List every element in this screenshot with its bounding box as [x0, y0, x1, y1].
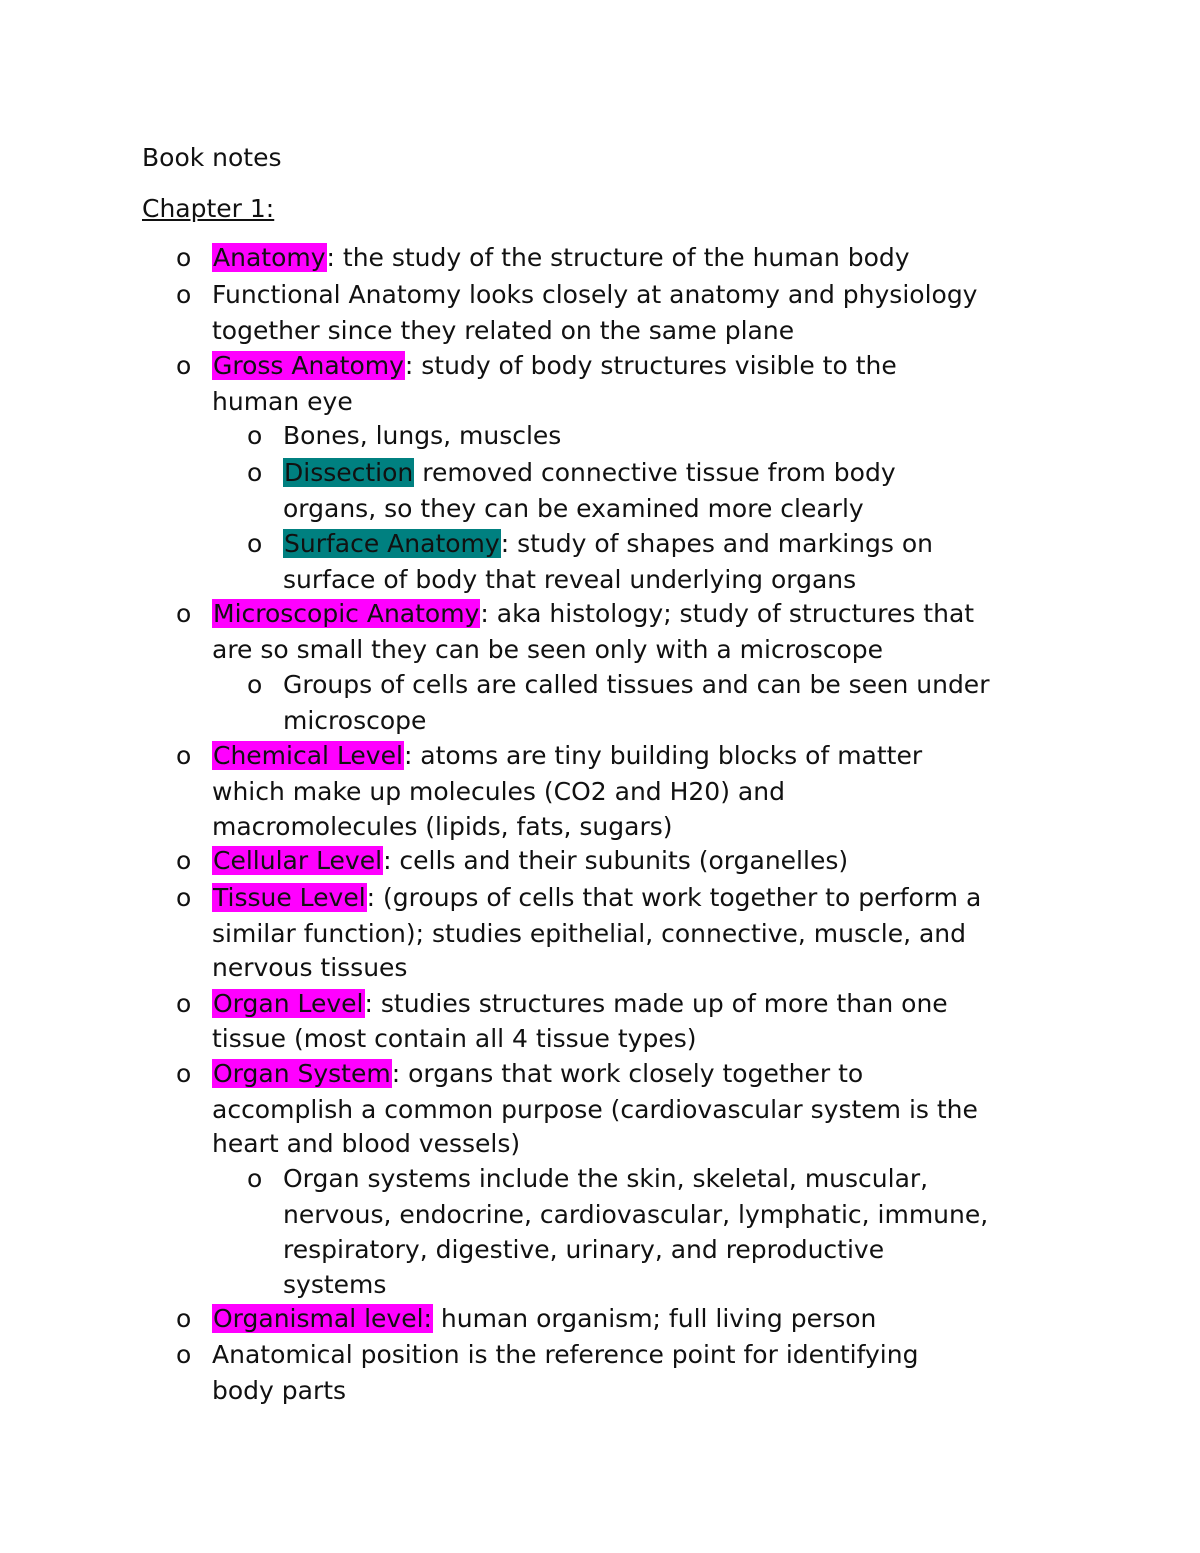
bullet-marker: o [176, 989, 192, 1018]
bullet-marker: o [247, 529, 263, 558]
sublist-item-line [283, 491, 864, 527]
bullet-marker: o [176, 351, 192, 380]
bullet-marker: o [176, 1059, 192, 1088]
item-text: similar function); studies epithelial, connective, muscle, and [212, 919, 967, 948]
list-item-line [212, 774, 785, 810]
item-text: nervous, endocrine, cardiovascular, lymphatic, immune, [283, 1200, 989, 1229]
list-item-line [212, 313, 794, 349]
item-text: : cells and their subunits (organelles) [383, 846, 849, 875]
item-text: microscope [283, 706, 427, 735]
list-item-line [212, 596, 974, 632]
sublist-item-line [283, 1197, 988, 1233]
item-text: tissue (most contain all 4 tissue types) [212, 1024, 697, 1053]
sublist-item-line [283, 1161, 928, 1197]
item-text: heart and blood vessels) [212, 1129, 521, 1158]
item-text: are so small they can be seen only with a microscope [212, 635, 884, 664]
chapter-heading: Chapter 1: [142, 194, 275, 223]
list-item-line [212, 809, 673, 845]
highlighted-term: Surface Anatomy [284, 529, 500, 558]
bullet-marker: o [247, 670, 263, 699]
item-text: : aka histology; study of structures that [480, 599, 975, 628]
highlighted-term: Gross Anatomy [213, 351, 404, 380]
item-text: respiratory, digestive, urinary, and reproductive [283, 1235, 885, 1264]
list-item-line [212, 1373, 346, 1409]
item-text: accomplish a common purpose (cardiovascular system is the [212, 1095, 978, 1124]
item-text: : atoms are tiny building blocks of matter [403, 741, 923, 770]
bullet-marker: o [176, 599, 192, 628]
item-text: Functional Anatomy looks closely at anatomy and physiology [212, 280, 978, 309]
sublist-item-line [283, 562, 856, 598]
item-text: Anatomical position is the reference point for identifying [212, 1340, 919, 1369]
item-text: : studies structures made up of more than one [364, 989, 948, 1018]
list-item-line [212, 1126, 520, 1162]
item-text: nervous tissues [212, 953, 408, 982]
list-item-line [212, 1021, 697, 1057]
list-item-line [212, 1301, 876, 1337]
list-item-line [212, 1337, 918, 1373]
item-text: Organ systems include the skin, skeletal, muscular, [283, 1164, 929, 1193]
item-text: : study of body structures visible to the [404, 351, 897, 380]
item-text: Bones, lungs, muscles [283, 421, 562, 450]
sublist-item-line [283, 667, 989, 703]
item-text: together since they related on the same plane [212, 316, 795, 345]
item-text: which make up molecules (CO2 and H20) and [212, 777, 785, 806]
list-item-line [212, 1092, 978, 1128]
list-item-line [212, 240, 910, 276]
sublist-item-line [283, 703, 426, 739]
bullet-marker: o [176, 741, 192, 770]
item-text: : the study of the structure of the human body [326, 243, 910, 272]
list-item-line [212, 843, 848, 879]
bullet-marker: o [247, 1164, 263, 1193]
highlighted-term: Anatomy [213, 243, 326, 272]
bullet-marker: o [176, 243, 192, 272]
item-text: systems [283, 1270, 387, 1299]
bullet-marker: o [176, 883, 192, 912]
bullet-marker: o [176, 1340, 192, 1369]
item-text: human eye [212, 387, 353, 416]
item-text: human organism; full living person [432, 1304, 877, 1333]
list-item-line [212, 1056, 863, 1092]
sublist-item-line [283, 455, 896, 491]
bullet-marker: o [247, 421, 263, 450]
bullet-marker: o [176, 280, 192, 309]
document-title: Book notes [142, 143, 282, 172]
item-text: : (groups of cells that work together to perform a [366, 883, 982, 912]
highlighted-term: Organ System [213, 1059, 391, 1088]
item-text: macromolecules (lipids, fats, sugars) [212, 812, 673, 841]
list-item-line [212, 738, 922, 774]
highlighted-term: Tissue Level [213, 883, 366, 912]
list-item-line [212, 986, 948, 1022]
sublist-item-line [283, 526, 933, 562]
highlighted-term: Organ Level [213, 989, 364, 1018]
highlighted-term: Microscopic Anatomy [213, 599, 480, 628]
item-text: organs, so they can be examined more clearly [283, 494, 864, 523]
list-item-line [212, 950, 407, 986]
list-item-line [212, 632, 883, 668]
item-text: Groups of cells are called tissues and can be seen under [283, 670, 990, 699]
list-item-line [212, 348, 897, 384]
highlighted-term: Chemical Level [213, 741, 403, 770]
highlighted-term: Organismal level: [213, 1304, 432, 1333]
item-text: removed connective tissue from body [414, 458, 896, 487]
list-item-line [212, 916, 966, 952]
list-item-line [212, 880, 981, 916]
bullet-marker: o [176, 846, 192, 875]
item-text: : organs that work closely together to [391, 1059, 864, 1088]
item-text: surface of body that reveal underlying organs [283, 565, 857, 594]
highlighted-term: Cellular Level [213, 846, 383, 875]
item-text: : study of shapes and markings on [500, 529, 933, 558]
bullet-marker: o [176, 1304, 192, 1333]
sublist-item-line [283, 1232, 884, 1268]
bullet-marker: o [247, 458, 263, 487]
list-item-line [212, 384, 353, 420]
sublist-item-line [283, 1267, 386, 1303]
list-item-line [212, 277, 977, 313]
sublist-item-line [283, 418, 561, 454]
highlighted-term: Dissection [284, 458, 414, 487]
item-text: body parts [212, 1376, 347, 1405]
